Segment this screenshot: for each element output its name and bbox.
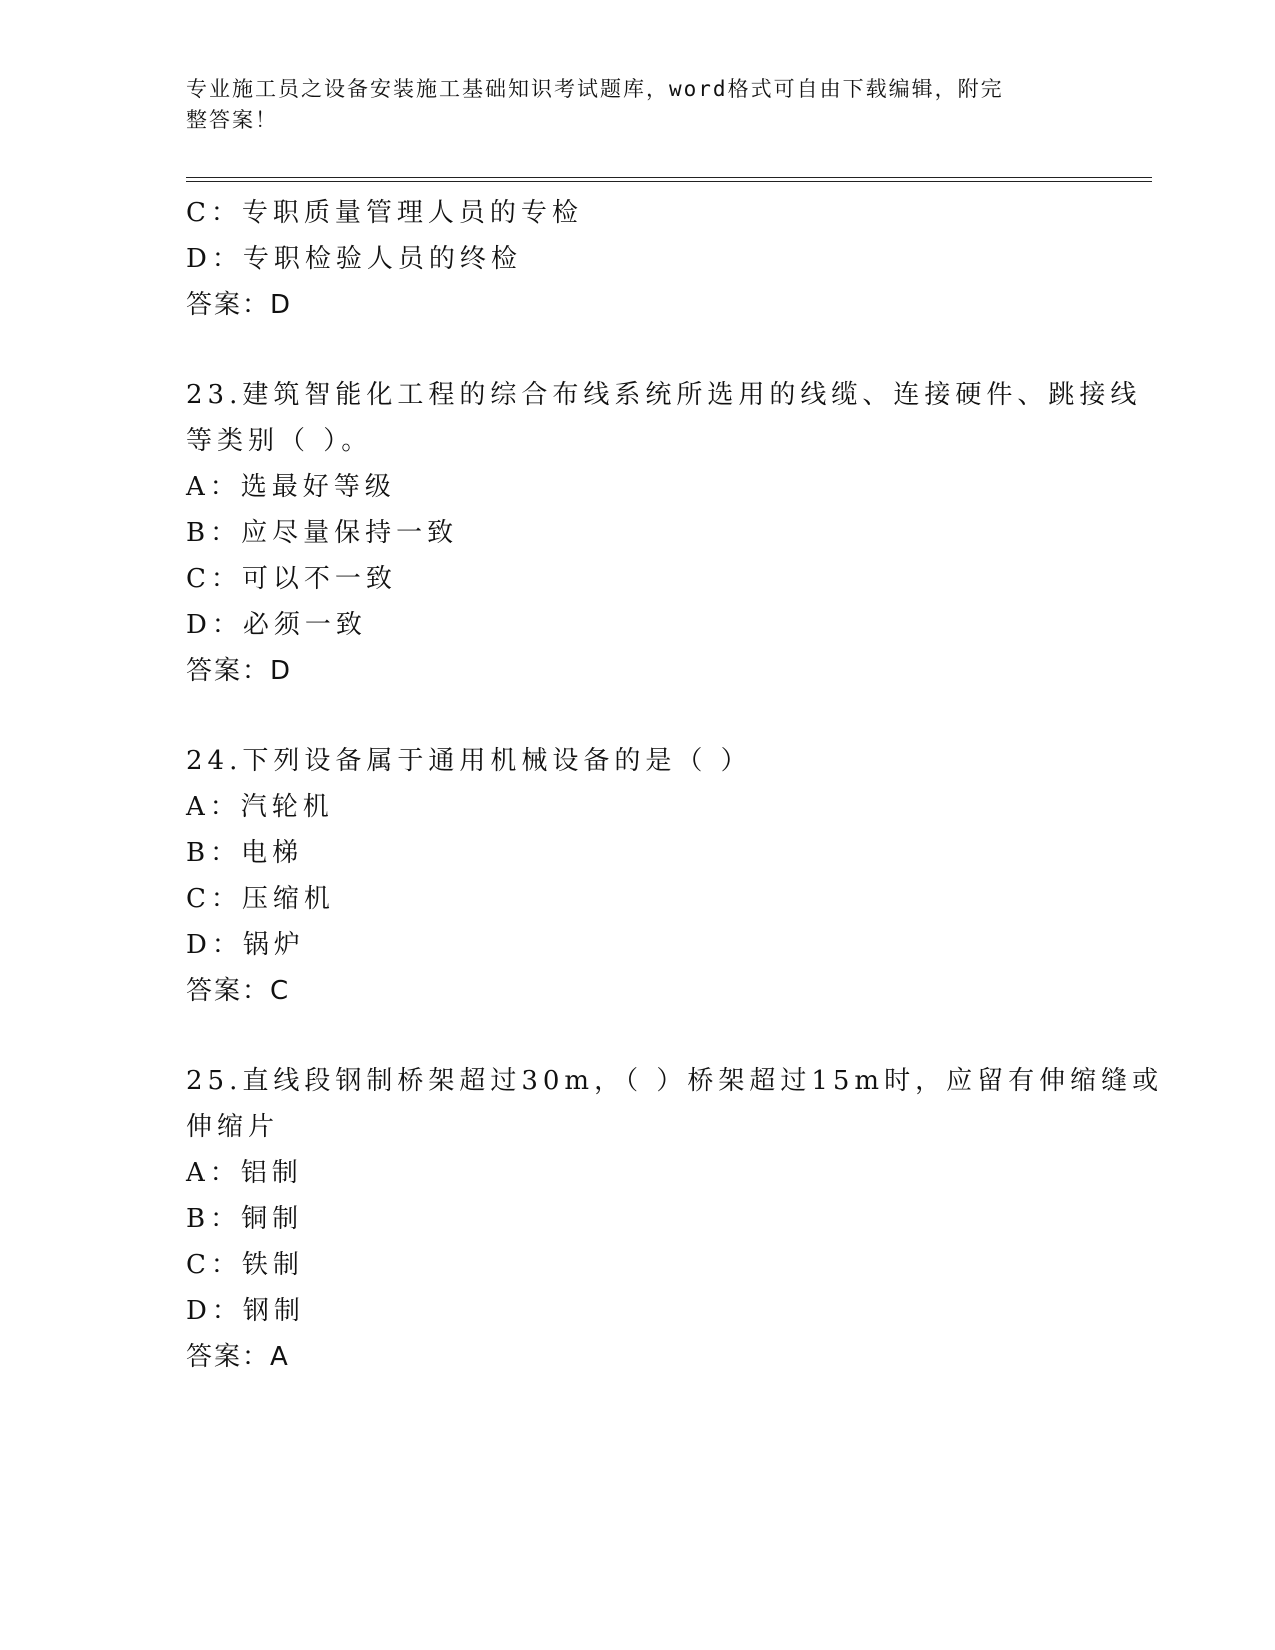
q25-option-b: B：铜制 <box>186 1204 304 1234</box>
question-23 <box>186 372 1142 694</box>
q24-question: 24.下列设备属于通用机械设备的是（ ） <box>186 746 752 776</box>
q24-answer: 答案：C <box>186 976 291 1006</box>
q25-option-d: D：钢制 <box>186 1296 305 1326</box>
q23-option-c: C：可以不一致 <box>186 564 397 594</box>
q22-answer: 答案：D <box>186 290 293 320</box>
q24-option-d: D：锅炉 <box>186 930 305 960</box>
document-header <box>186 74 1066 136</box>
q25-option-c: C：铁制 <box>186 1250 304 1280</box>
header-divider-top <box>186 177 1152 178</box>
q23-option-b: B：应尽量保持一致 <box>186 518 459 548</box>
q24-option-b: B：电梯 <box>186 838 304 868</box>
q24-option-c: C：压缩机 <box>186 884 335 914</box>
q22-option-d: D：专职检验人员的终检 <box>186 244 522 274</box>
q24-option-a: A：汽轮机 <box>186 792 334 822</box>
q25-answer: 答案：A <box>186 1342 290 1372</box>
q22-option-c: C：专职质量管理人员的专检 <box>186 198 583 228</box>
q25-question-line-1: 25.直线段钢制桥架超过30m，（ ）桥架超过15m时，应留有伸缩缝或 <box>186 1066 1164 1096</box>
q23-question-line-1: 23.建筑智能化工程的综合布线系统所选用的线缆、连接硬件、跳接线 <box>186 380 1142 410</box>
q25-option-a: A：铝制 <box>186 1158 303 1188</box>
question-24 <box>186 738 1086 1014</box>
header-divider-bottom <box>186 181 1152 182</box>
question-22-fragment <box>186 190 1086 328</box>
question-25 <box>186 1058 1164 1380</box>
header-line-2: 整答案！ <box>186 108 278 132</box>
header-line-1: 专业施工员之设备安装施工基础知识考试题库，word格式可自由下载编辑，附完 <box>186 77 1004 101</box>
q25-question-line-2: 伸缩片 <box>186 1112 280 1142</box>
q23-option-a: A：选最好等级 <box>186 472 396 502</box>
question-list <box>186 190 1164 1380</box>
q23-option-d: D：必须一致 <box>186 610 367 640</box>
q23-answer: 答案：D <box>186 656 293 686</box>
q23-question-line-2: 等类别（ ）。 <box>186 426 373 456</box>
